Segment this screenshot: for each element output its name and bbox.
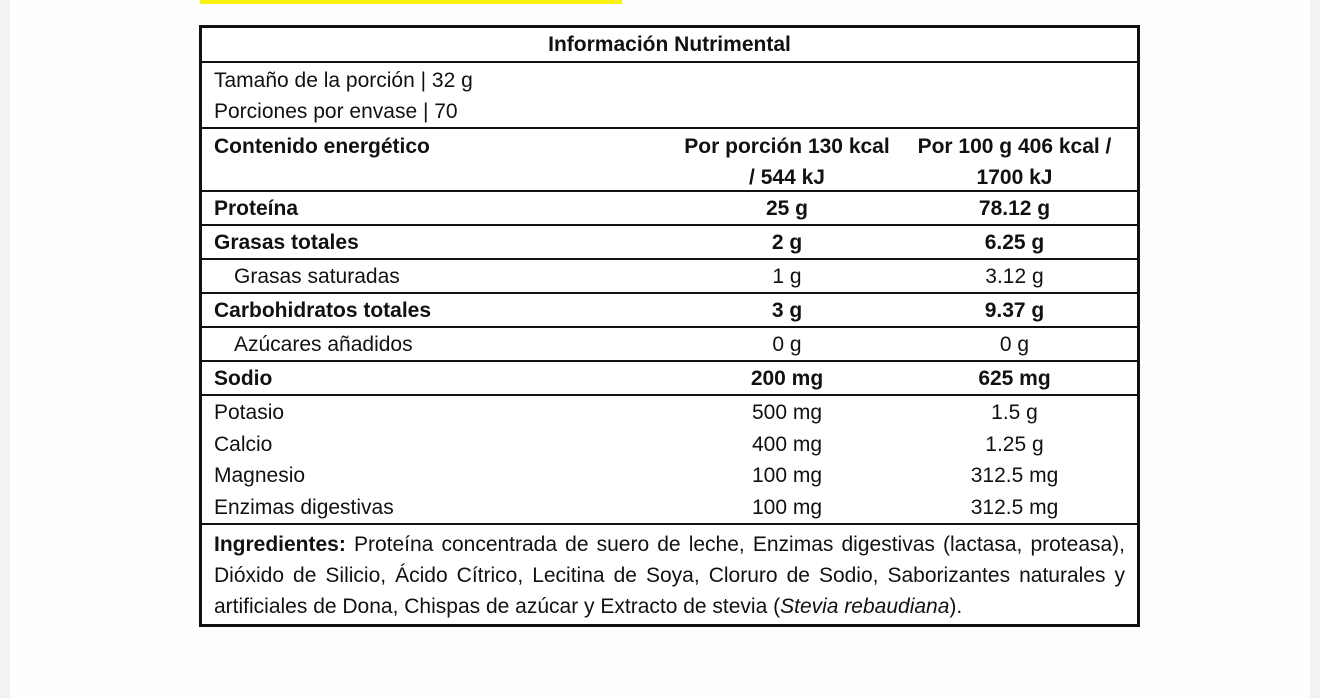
mineral-per-serving: 100 mg: [751, 495, 823, 519]
nutrient-per-serving: 3 g: [771, 299, 803, 322]
mineral-per-serving: 500 mg: [751, 401, 823, 424]
mineral-per-100g: 312.5 mg: [970, 464, 1059, 487]
ingredients-label: Ingredientes:: [214, 533, 346, 556]
mineral-per-100g: 312.5 mg: [970, 495, 1059, 519]
nutrient-name: Grasas saturadas: [234, 265, 400, 288]
ingredients-section: [202, 523, 1137, 624]
energy-label: Contenido energético: [214, 135, 430, 158]
mineral-row-calcium: [202, 429, 1137, 461]
nutrient-row-sodium: [202, 360, 1137, 394]
nutrient-per-100g: 0 g: [999, 333, 1030, 356]
document-page: [10, 0, 1310, 698]
nutrient-name: Azúcares añadidos: [234, 333, 413, 356]
mineral-per-serving: 100 mg: [751, 464, 823, 487]
mineral-per-serving: 400 mg: [751, 432, 823, 456]
energy-row: [202, 127, 1137, 190]
nutrient-name: Grasas totales: [214, 231, 359, 254]
ingredients-text: Proteína concentrada de suero de leche, Enzimas digestivas (lactasa, proteasa), Dióxido de Silicio, Ácido Cítrico, Lecitina de Soya, Cloruro de Sodio, Saborizantes naturales y artificiales de Dona, Chispas de azúcar y Extracto de stevia (: [214, 533, 1125, 618]
ingredients-end: ).: [949, 595, 963, 618]
nutrition-facts-table: [199, 25, 1140, 627]
nutrient-per-serving: 25 g: [765, 197, 809, 220]
table-title: Información Nutrimental: [548, 33, 791, 56]
mineral-per-100g: 1.5 g: [991, 401, 1038, 424]
nutrient-row-carbohydrates: [202, 292, 1137, 326]
nutrient-per-serving: 2 g: [771, 231, 803, 254]
energy-per-100g: Por 100 g 406 kcal / 1700 kJ: [917, 135, 1112, 189]
serving-info: [202, 61, 1137, 127]
mineral-name: Calcio: [214, 432, 273, 456]
mineral-per-100g: 1.25 g: [985, 432, 1044, 456]
serving-size: Tamaño de la porción | 32 g: [214, 69, 473, 92]
nutrient-name: Proteína: [214, 197, 299, 220]
nutrient-per-100g: 3.12 g: [985, 265, 1044, 288]
mineral-row-magnesium: [202, 460, 1137, 492]
nutrient-per-serving: 0 g: [772, 333, 802, 356]
nutrient-name: Carbohidratos totales: [214, 299, 432, 322]
nutrient-per-serving: 200 mg: [750, 367, 824, 390]
nutrient-row-total-fat: [202, 224, 1137, 258]
nutrient-row-saturated-fat: [202, 258, 1137, 292]
nutrient-name: Sodio: [214, 367, 273, 390]
nutrient-per-100g: 6.25 g: [984, 231, 1045, 254]
nutrient-per-100g: 625 mg: [978, 367, 1051, 390]
ingredients-italic: Stevia rebaudiana: [780, 595, 950, 618]
mineral-row-digestive-enzymes: [202, 492, 1137, 524]
nutrient-row-added-sugars: [202, 326, 1137, 360]
mineral-row-potassium: [202, 397, 1137, 429]
nutrient-per-100g: 78.12 g: [978, 197, 1051, 220]
minerals-section: [202, 394, 1137, 523]
servings-per-container: Porciones por envase | 70: [214, 100, 458, 123]
mineral-name: Enzimas digestivas: [214, 495, 394, 519]
highlighted-text-fragment: [200, 0, 622, 4]
energy-per-serving: Por porción 130 kcal / 544 kJ: [684, 135, 890, 189]
mineral-name: Magnesio: [214, 464, 306, 487]
nutrient-per-serving: 1 g: [772, 265, 802, 288]
nutrient-row-protein: [202, 190, 1137, 224]
mineral-name: Potasio: [214, 401, 285, 424]
nutrient-per-100g: 9.37 g: [984, 299, 1045, 322]
